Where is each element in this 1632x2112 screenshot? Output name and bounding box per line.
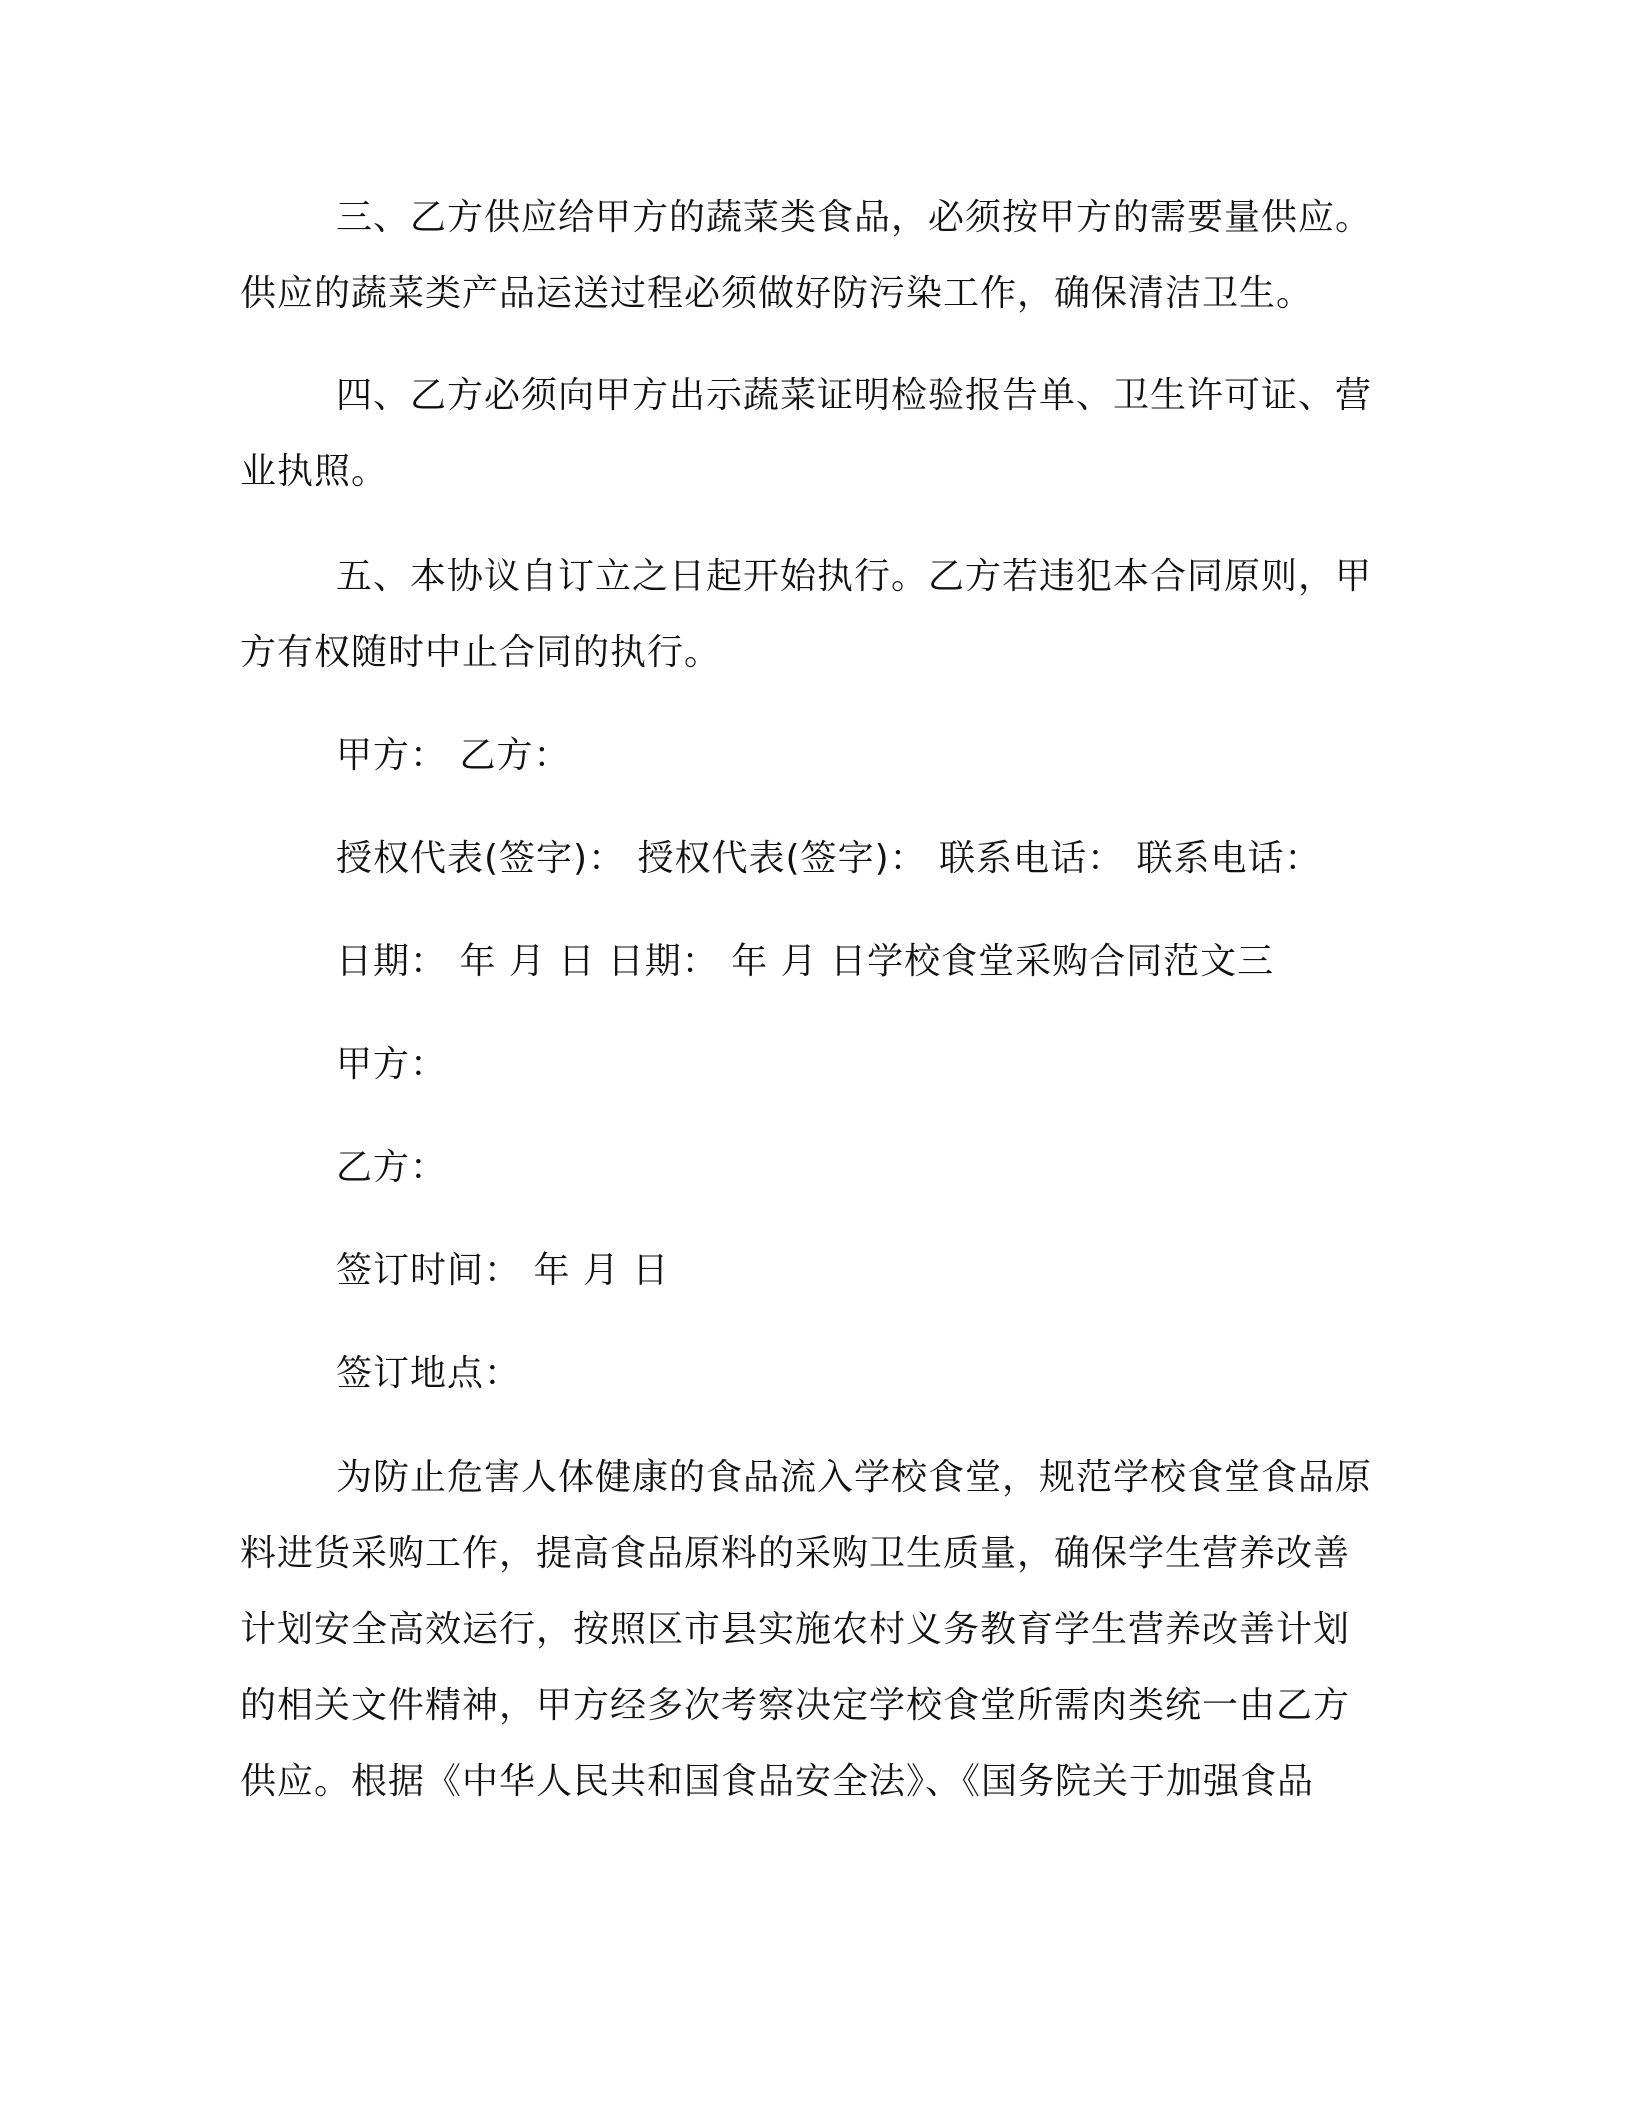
representative-labels: 授权代表(签字)： 授权代表(签字)： 联系电话： 联系电话： (336, 838, 1322, 879)
party-b-label: 乙方： (336, 1147, 448, 1188)
clause-three-line-1: 三、乙方供应给甲方的蔬菜类食品，必须按甲方的需要量供应。 (336, 197, 1373, 238)
preamble-line-1: 为防止危害人体健康的食品流入学校食堂，规范学校食堂食品原 (336, 1457, 1373, 1498)
preamble-line-4: 的相关文件精神，甲方经多次考察决定学校食堂所需肉类统一由乙方 (240, 1685, 1351, 1726)
preamble-line-5: 供应。根据《中华人民共和国食品安全法》、《国务院关于加强食品 (240, 1761, 1315, 1802)
signing-time-label: 签订时间： 年 月 日 (336, 1250, 670, 1291)
clause-three-line-2: 供应的蔬菜类产品运送过程必须做好防污染工作，确保清洁卫生。 (240, 273, 1314, 314)
party-labels: 甲方： 乙方： (336, 735, 571, 776)
clause-four-line-1: 四、乙方必须向甲方出示蔬菜证明检验报告单、卫生许可证、营 (336, 375, 1373, 416)
signing-place-label: 签订地点： (336, 1353, 522, 1394)
clause-four-line-2: 业执照。 (240, 451, 389, 492)
preamble-line-3: 计划安全高效运行，按照区市县实施农村义务教育学生营养改善计划 (240, 1609, 1351, 1650)
clause-five-line-1: 五、本协议自订立之日起开始执行。乙方若违犯本合同原则，甲 (336, 556, 1373, 597)
preamble-line-2: 料进货采购工作，提高食品原料的采购卫生质量，确保学生营养改善 (240, 1533, 1351, 1574)
party-a-label: 甲方： (336, 1044, 448, 1085)
date-labels: 日期： 年 月 日 日期： 年 月 日学校食堂采购合同范文三 (336, 941, 1275, 982)
clause-five-line-2: 方有权随时中止合同的执行。 (240, 632, 722, 673)
